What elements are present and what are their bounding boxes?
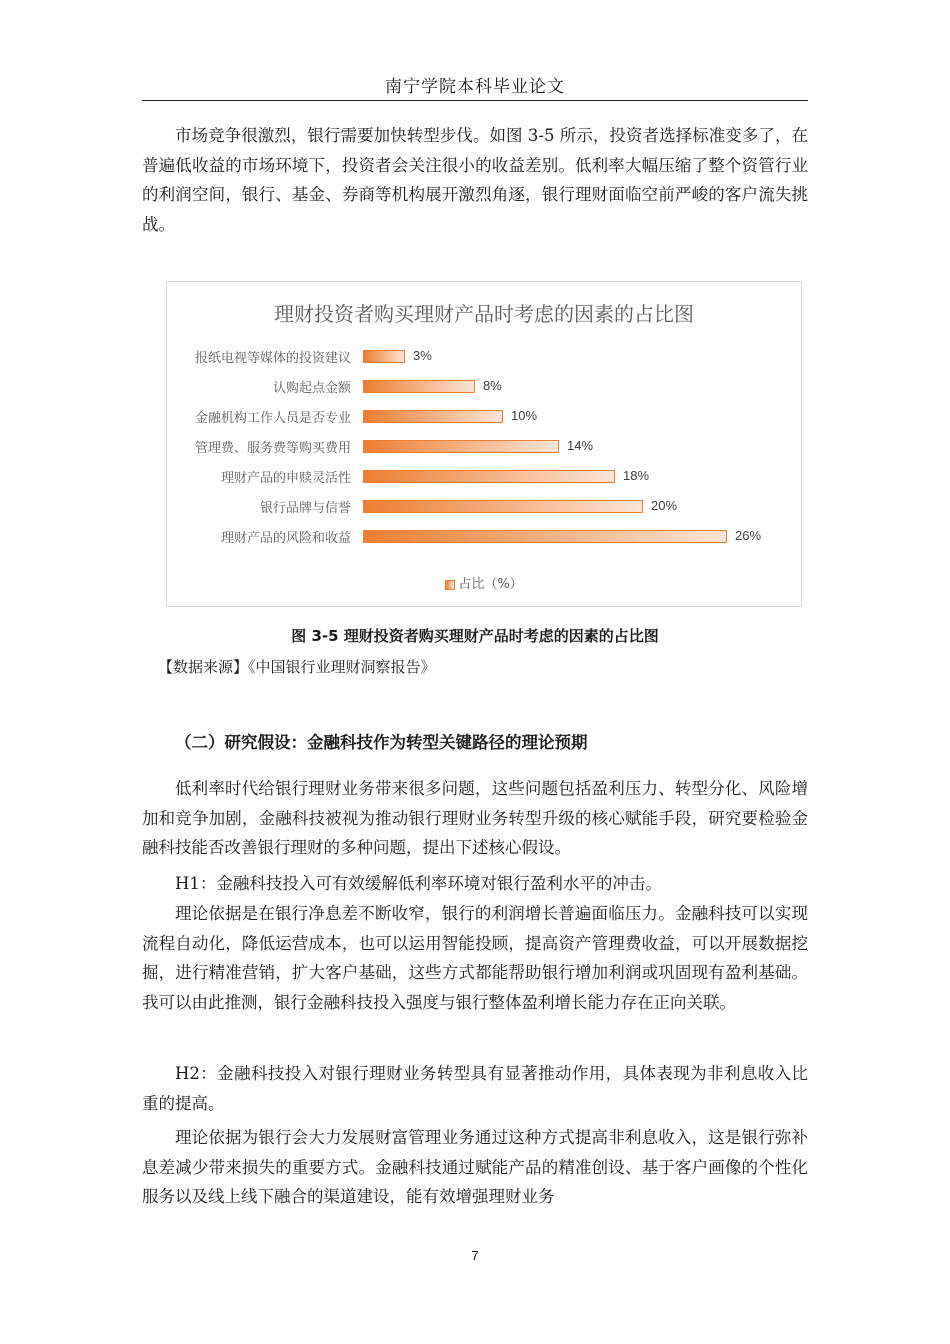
bar <box>363 350 405 363</box>
intro-paragraph: 市场竞争很激烈，银行需要加快转型步伐。如图 3-5 所示，投资者选择标准变多了，在普遍低收益的市场环境下，投资者会关注很小的收益差别。低利率大幅压缩了整个资管行业的利润空间，银行、基金、券商等机构展开激烈角逐，银行理财面临空前严峻的客户流失挑战。 <box>142 126 808 234</box>
value-label: 18% <box>623 468 650 483</box>
category-label: 理财产品的申赎灵活性 <box>220 471 351 486</box>
legend-swatch <box>445 580 455 590</box>
value-label: 8% <box>483 378 502 393</box>
page-header: 南宁学院本科毕业论文 <box>385 77 565 97</box>
legend-label: 占比（%） <box>458 577 523 592</box>
category-label: 报纸电视等媒体的投资建议 <box>194 351 351 366</box>
category-label: 银行品牌与信誉 <box>259 501 351 516</box>
category-label: 管理费、服务费等购买费用 <box>194 441 351 456</box>
bar <box>363 440 559 453</box>
figure-caption: 图 3-5 理财投资者购买理财产品时考虑的因素的占比图 <box>291 627 659 645</box>
section-heading: （二）研究假设：金融科技作为转型关键路径的理论预期 <box>175 733 588 752</box>
bar <box>363 380 475 393</box>
section-paragraph-1: 低利率时代给银行理财业务带来很多问题，这些问题包括盈利压力、转型分化、风险增加和竞争加剧，金融科技被视为推动银行理财业务转型升级的核心赋能手段，研究要检验金融科技能否改善银行理财的多种问题，提出下述核心假设。 <box>142 779 808 857</box>
bar <box>363 410 503 423</box>
chart-title: 理财投资者购买理财产品时考虑的因素的占比图 <box>274 302 694 326</box>
header-rule <box>142 100 808 101</box>
page-number: 7 <box>471 1248 479 1263</box>
section-paragraph-2: 理论依据是在银行净息差不断收窄，银行的利润增长普遍面临压力。金融科技可以实现流程自动化，降低运营成本，也可以运用智能投顾，提高资产管理费收益，可以开展数据挖掘，进行精准营销，扩大客户基础，这些方式都能帮助银行增加利润或巩固现有盈利基础。我可以由此推测，银行金融科技投入强度与银行整体盈利增长能力存在正向关联。 <box>142 904 808 1012</box>
figure-source: 【数据来源】《中国银行业理财洞察报告》 <box>158 658 436 676</box>
hypothesis-h1: H1：金融科技投入可有效缓解低利率环境对银行盈利水平的冲击。 <box>175 874 662 893</box>
value-label: 10% <box>511 408 538 423</box>
value-label: 3% <box>413 348 432 363</box>
chart-legend <box>167 573 801 592</box>
bar-chart <box>166 281 802 607</box>
category-label: 理财产品的风险和收益 <box>220 531 351 546</box>
bar <box>363 500 643 513</box>
bar <box>363 470 615 483</box>
value-label: 14% <box>567 438 594 453</box>
hypothesis-h2: H2：金融科技投入对银行理财业务转型具有显著推动作用，具体表现为非利息收入比重的提高。 <box>142 1064 808 1113</box>
section-paragraph-3: 理论依据为银行会大力发展财富管理业务通过这种方式提高非利息收入，这是银行弥补息差减少带来损失的重要方式。金融科技通过赋能产品的精准创设、基于客户画像的个性化服务以及线上线下融合的渠道建设，能有效增强理财业务 <box>142 1128 808 1206</box>
category-label: 认购起点金额 <box>272 381 351 396</box>
category-label: 金融机构工作人员是否专业 <box>194 411 351 426</box>
value-label: 20% <box>651 498 678 513</box>
bar <box>363 530 727 543</box>
value-label: 26% <box>735 528 762 543</box>
